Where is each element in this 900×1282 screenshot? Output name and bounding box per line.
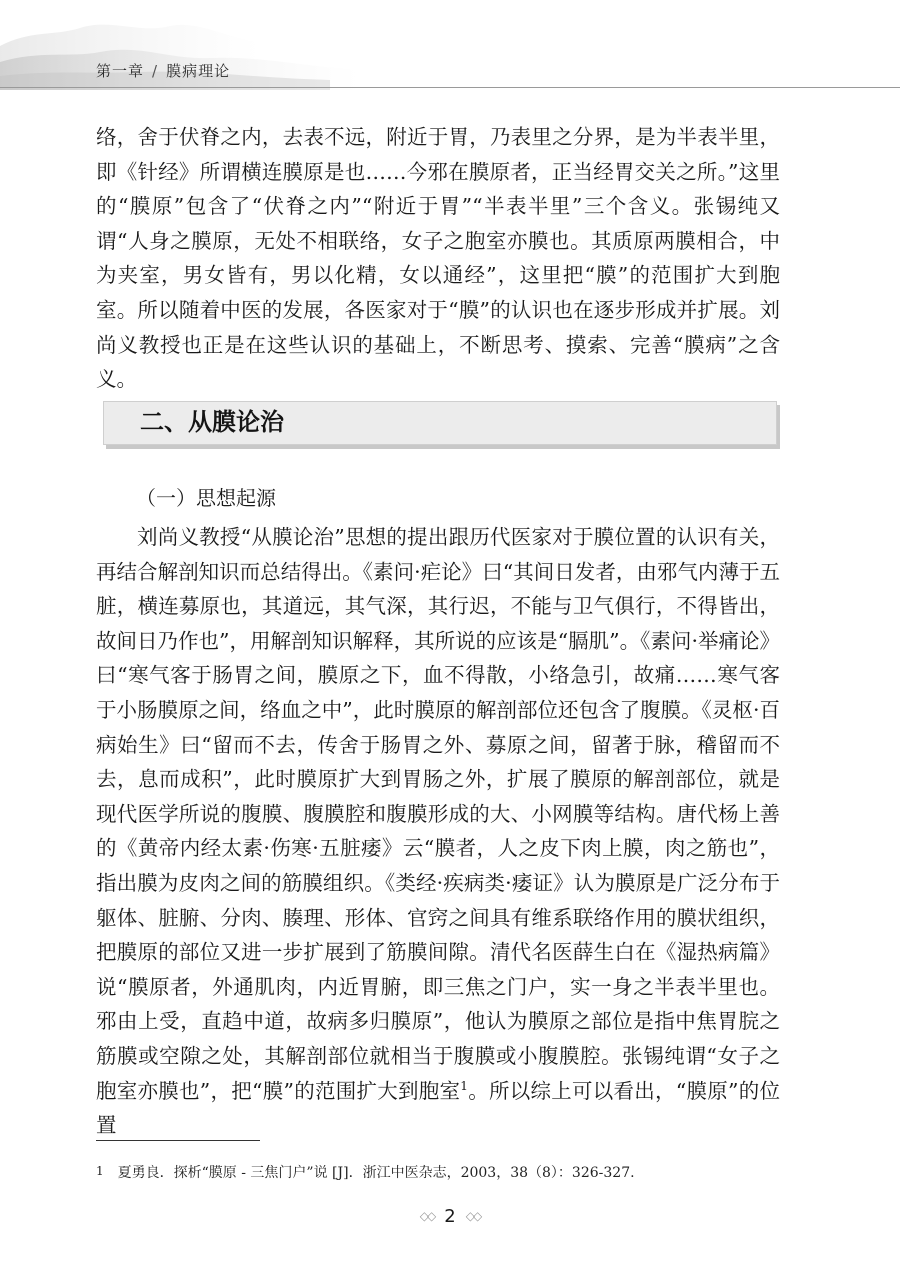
header-rule <box>0 87 900 88</box>
page-number: 2 <box>444 1205 456 1227</box>
header-title: 膜病理论 <box>166 62 231 80</box>
subsection-title: （一）思想起源 <box>136 486 276 510</box>
footnote-rule <box>96 1140 260 1141</box>
section-title: 二、从膜论治 <box>140 408 284 436</box>
running-header <box>0 0 900 100</box>
paragraph-continuation: 络，舍于伏脊之内，去表不远，附近于胃，乃表里之分界，是为半表半里，即《针经》所谓横连膜原是也……今邪在膜原者，正当经胃交关之所。”这里的“膜原”包含了“伏脊之内”“附近于胃”“半表半里”三个含义。张锡纯又谓“人身之膜原，无处不相联络，女子之胞室亦膜也。其质原两膜相合，中为夹室，男女皆有，男以化精，女以通经”，这里把“膜”的范围扩大到胞室。所以随着中医的发展，各医家对于“膜”的认识也在逐步形成并扩展。刘尚义教授也正是在这些认识的基础上，不断思考、摸索、完善“膜病”之含义。 <box>96 125 780 392</box>
header-text <box>96 60 230 81</box>
footnote-reference[interactable]: 1 <box>460 1078 468 1093</box>
footnote-text: 夏勇良．探析“膜原 - 三焦门户”说 [J]．浙江中医杂志，2003，38（8）：326-327. <box>117 1165 635 1181</box>
footnote <box>96 1160 796 1184</box>
page-ornament-right: ◇◇ <box>465 1209 481 1223</box>
paragraph-origin-tail: 。所以综上可以看出，“膜原”的位置 <box>96 1078 780 1138</box>
paragraph-origin-text: 刘尚义教授“从膜论治”思想的提出跟历代医家对于膜位置的认识有关，再结合解剖知识而总结得出。《素问·疟论》曰“其间日发者，由邪气内薄于五脏，横连募原也，其道远，其气深，其行迟，不能与卫气俱行，不得皆出，故间日乃作也”，用解剖知识解释，其所说的应该是“膈肌”。《素问·举痛论》曰“寒气客于肠胃之间，膜原之下，血不得散，小络急引，故痛……寒气客于小肠膜原之间，络血之中”，此时膜原的解剖部位还包含了腹膜。《灵枢·百病始生》曰“留而不去，传舍于肠胃之外、募原之间，留著于脉，稽留而不去，息而成积”，此时膜原扩大到胃肠之外，扩展了膜原的解剖部位，就是现代医学所说的腹膜、腹膜腔和腹膜形成的大、小网膜等结构。唐代杨上善的《黄帝内经太素·伤寒·五脏痿》云“膜者，人之皮下肉上膜，肉之筋也”，指出膜为皮肉之间的筋膜组织。《类经·疾病类·痿证》认为膜原是广泛分布于躯体、脏腑、分肉、腠理、形体、官窍之间具有维系联络作用的膜状组织，把膜原的部位又进一步扩展到了筋膜间隙。清代名医薛生白在《湿热病篇》说“膜原者，外通肌肉，内近胃腑，即三焦之门户，实一身之半表半里也。邪由上受，直趋中道，故病多归膜原”，他认为膜原之部位是指中焦胃脘之筋膜或空隙之处，其解剖部位就相当于腹膜或小腹膜腔。张锡纯谓“女子之胞室亦膜也”，把“膜”的范围扩大到胞室 <box>96 525 780 1103</box>
paragraph-origin <box>96 520 780 1143</box>
page-number-footer <box>380 1202 520 1230</box>
page-ornament-left: ◇◇ <box>419 1209 435 1223</box>
header-chapter: 第一章 <box>96 62 145 80</box>
footnote-marker: 1 <box>96 1164 104 1178</box>
header-separator: / <box>152 62 159 80</box>
